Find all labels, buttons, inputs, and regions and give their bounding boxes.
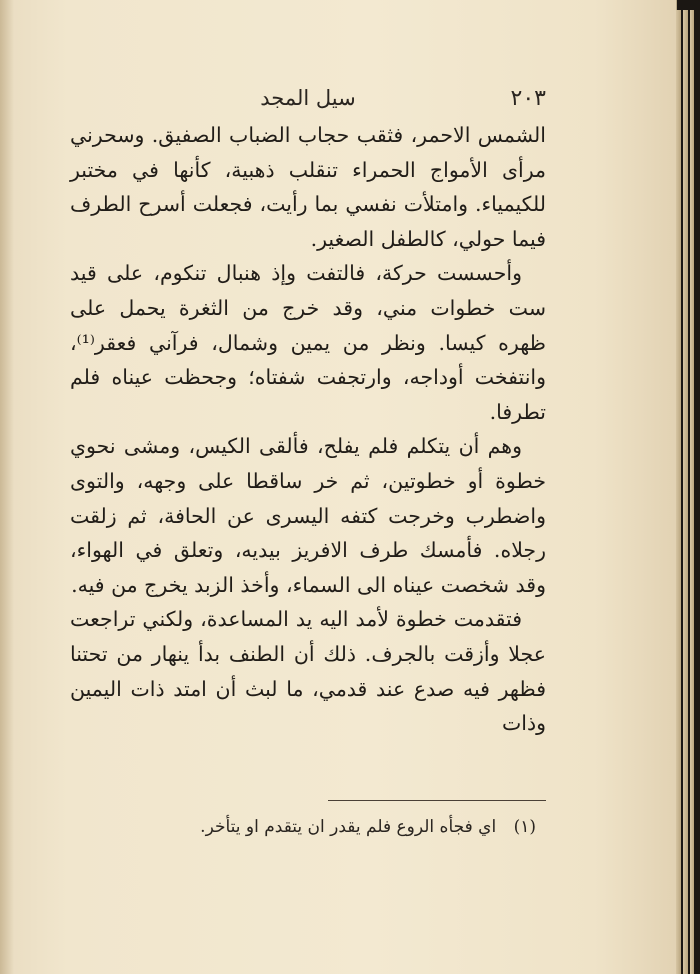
page-header (70, 80, 546, 116)
page-number: ٢٠٣ (510, 86, 546, 111)
paragraph: الشمس الاحمر، فثقب حجاب الضباب الصفيق. وسحرني مرأى الأمواج الحمراء تنقلب ذهبية، كأنها في مختبر للكيمياء. وامتلأت نفسي بما رأيت، فجعلت أسرح الطرف فيما حولي، كالطفل الصغير. (70, 123, 546, 251)
page-stack-edge (690, 10, 694, 974)
page-gutter-shadow (0, 0, 14, 974)
page-stack-edge (676, 10, 681, 974)
footnote-mark: (١) (513, 817, 536, 837)
footnote-text: اي فجأه الروع فلم يقدر ان يتقدم او يتأخر. (200, 817, 497, 837)
footnote (150, 814, 536, 840)
page-stack-edge (683, 10, 688, 974)
paragraph: وهم أن يتكلم فلم يفلح، فألقى الكيس، ومشى نحوي خطوة أو خطوتين، ثم خر ساقطا على وجهه، والتوى واضطرب وخرجت كتفه اليسرى عن الحافة، ثم زلقت رجلاه. فأمسك طرف الافريز بيديه، وتعلق في الهواء، وقد شخصت عيناه الى السماء، وأخذ الزبد يخرج من فيه. (70, 434, 546, 597)
footnote-rule (328, 800, 546, 801)
running-title: سيل المجد (260, 86, 356, 110)
paragraph: فتقدمت خطوة لأمد اليه يد المساعدة، ولكني تراجعت عجلا وأزقت بالجرف. ذلك أن الطنف بدأ ينهار من تحتنا فظهر فيه صدع عند قدمي، ما لبث أن امتد ذات اليمين وذات (70, 607, 546, 736)
paragraph: وأحسست حركة، فالتفت وإذ هنبال تنكوم، على قيد ست خطوات مني، وقد خرج من الثغرة يحمل على ظهره كيسا. ونظر من يمين وشمال، فرآني فعقر⁽¹⁾، وانتفخت أوداجه، وارتجفت شفتاه؛ وجحظت عيناه فلم تطرفا. (70, 261, 546, 424)
body-text (70, 118, 546, 741)
